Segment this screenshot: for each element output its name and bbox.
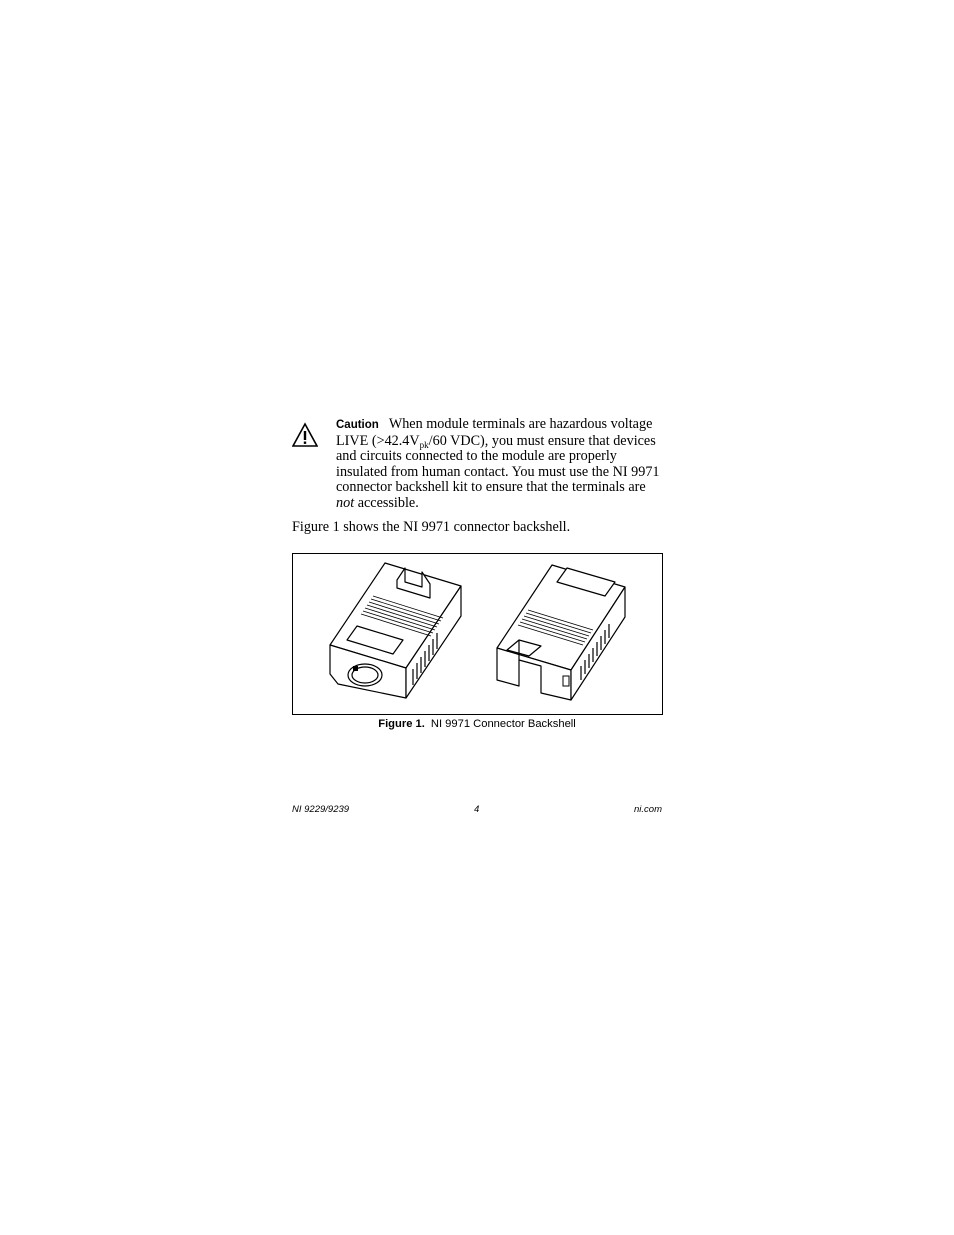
warning-triangle-icon: [292, 422, 318, 448]
figure-caption: [0, 718, 954, 730]
caution-line-5: connector backshell kit to ensure that the terminals are: [336, 479, 646, 496]
caution-line-4: insulated from human contact. You must use the NI 9971: [336, 463, 660, 480]
figure-frame: [292, 553, 663, 715]
figure-title: NI 9971 Connector Backshell: [430, 718, 576, 730]
caution-subscript: pk: [419, 439, 429, 450]
caution-text-2a: LIVE (>42.4V: [336, 432, 420, 449]
caution-label: Caution: [336, 419, 379, 431]
caution-text-1: When module terminals are hazardous voltage: [388, 416, 653, 432]
intro-paragraph: Figure 1 shows the NI 9971 connector backshell.: [292, 519, 571, 535]
caution-text-6: accessible.: [354, 494, 419, 511]
caution-emphasis: not: [336, 494, 355, 511]
footer-page-number: 4: [474, 804, 480, 815]
connector-backshell-illustration: [293, 554, 662, 714]
caution-line-3: and circuits connected to the module are properly: [336, 448, 617, 465]
footer-website: ni.com: [634, 804, 662, 815]
footer-product: NI 9229/9239: [292, 804, 350, 815]
caution-line-2: [336, 434, 666, 450]
caution-note: [336, 417, 666, 512]
figure-label: Figure 1.: [378, 718, 425, 730]
caution-text-2b: /60 VDC), you must ensure that devices: [428, 432, 656, 449]
caution-line-6: [336, 496, 666, 512]
caution-line-1: [336, 417, 666, 434]
